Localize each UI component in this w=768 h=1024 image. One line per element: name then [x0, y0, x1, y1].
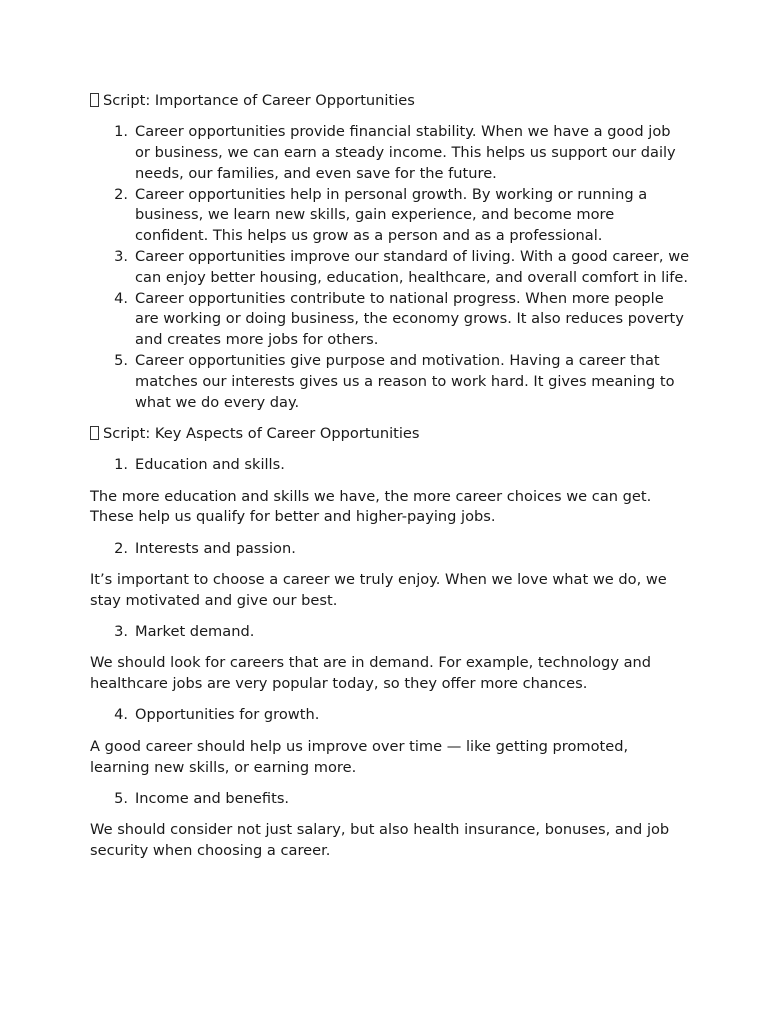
document-page — [90, 91, 690, 872]
list-number: 5. — [114, 352, 128, 370]
aspect-title — [90, 455, 690, 476]
list-item — [90, 289, 690, 351]
aspect-paragraph: It’s important to choose a career we truly enjoy. When we love what we do, we stay motivated and give our best. — [90, 570, 667, 609]
list-number: 2. — [114, 185, 128, 203]
list-item-text: Career opportunities provide financial stability. When we have a good job or business, we can earn a steady income. This helps us support our daily needs, our families, and even save for the future. — [135, 123, 676, 182]
section-heading-key-aspects — [90, 424, 690, 445]
missing-glyph-icon — [90, 93, 99, 107]
list-number: 1. — [114, 456, 128, 474]
list-item — [90, 247, 690, 289]
list-number: 5. — [114, 789, 128, 807]
list-item-text: Career opportunities contribute to national progress. When more people are working or doing business, the economy grows. It also reduces poverty and creates more jobs for others. — [135, 289, 684, 349]
aspect-title-text: Market demand. — [135, 623, 255, 641]
aspect-paragraph: We should look for careers that are in demand. For example, technology and healthcare jobs are very popular today, so they offer more chances. — [90, 654, 652, 693]
list-number: 1. — [114, 123, 128, 141]
list-item — [90, 122, 690, 184]
aspect-title-text: Opportunities for growth. — [135, 706, 320, 724]
aspect-title-text: Education and skills. — [135, 456, 285, 474]
importance-list — [90, 122, 690, 413]
list-item — [90, 351, 690, 413]
list-number: 3. — [114, 248, 128, 266]
list-item — [90, 185, 690, 247]
aspect-title — [90, 705, 690, 726]
list-number: 4. — [114, 706, 128, 724]
section-heading-text: Script: Importance of Career Opportunities — [103, 92, 415, 109]
section-heading-text: Script: Key Aspects of Career Opportunities — [103, 424, 420, 442]
list-number: 3. — [114, 623, 128, 641]
list-item-text: Career opportunities give purpose and motivation. Having a career that matches our interests gives us a reason to work hard. It gives meaning to what we do every day. — [135, 352, 675, 411]
aspect-paragraph: The more education and skills we have, the more career choices we can get. These help us qualify for better and higher-paying jobs. — [90, 487, 652, 526]
list-number: 4. — [114, 289, 128, 307]
missing-glyph-icon — [90, 426, 99, 440]
section-heading-importance — [90, 91, 690, 112]
aspect-paragraph: We should consider not just salary, but also health insurance, bonuses, and job security when choosing a career. — [90, 821, 670, 859]
aspect-title — [90, 539, 690, 560]
aspect-paragraph: A good career should help us improve over time — like getting promoted, learning new skills, or earning more. — [90, 737, 629, 776]
aspect-title-text: Interests and passion. — [135, 539, 296, 557]
aspect-title — [90, 622, 690, 643]
aspect-title-text: Income and benefits. — [135, 789, 290, 807]
list-item-text: Career opportunities help in personal growth. By working or running a business, we learn new skills, gain experience, and become more confident. This helps us grow as a person and as a professional. — [135, 185, 648, 245]
list-number: 2. — [114, 539, 128, 557]
list-item-text: Career opportunities improve our standard of living. With a good career, we can enjoy better housing, education, healthcare, and overall comfort in life. — [135, 248, 690, 286]
aspect-title — [90, 789, 690, 810]
